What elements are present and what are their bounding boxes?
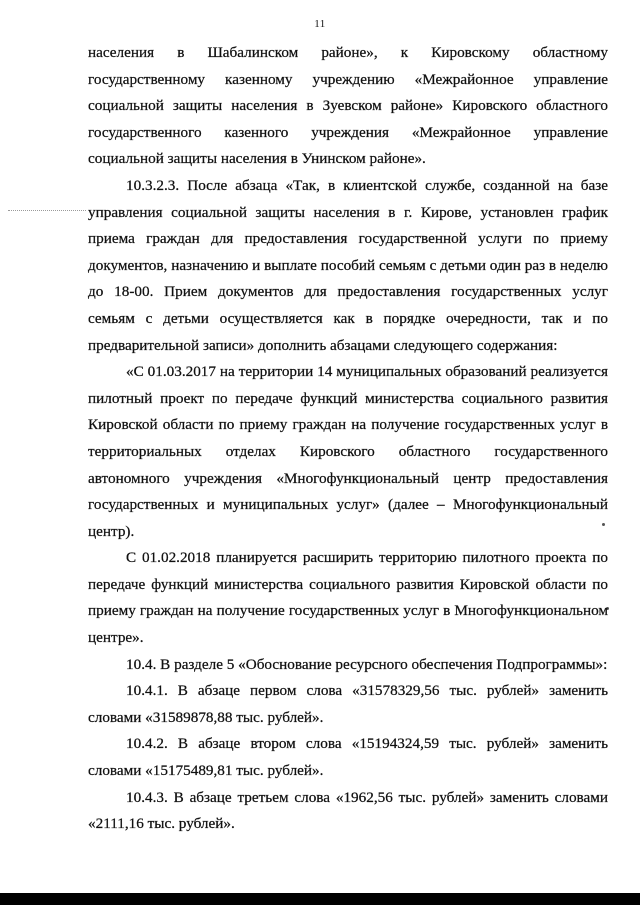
page-number: 11 [314, 18, 326, 30]
paragraph-quote-expansion: С 01.02.2018 планируется расширить территорию пилотного проекта по передаче функций министерства социального развития Кировской области по приему граждан на получение государственных услуг в Многофункциональном центре». [88, 549, 608, 647]
paragraph-10-4: 10.4. В разделе 5 «Обоснование ресурсного обеспечения Подпрограммы»: [126, 655, 608, 673]
paragraph-10-4-1: 10.4.1. В абзаце первом слова «31578329,56 тыс. рублей» заменить словами «31589878,88 тыс. рублей». [88, 682, 608, 726]
document-body [88, 40, 608, 838]
scan-bottom-edge [0, 893, 640, 905]
paragraph-10-4-2: 10.4.2. В абзаце втором слова «15194324,59 тыс. рублей» заменить словами «15175489,81 тыс. рублей». [88, 735, 608, 780]
paragraph-continuation: населения в Шабалинском районе», к Кировскому областному государственному казенному учреждению «Межрайонное управление социальной защиты населения в Зуевском районе» Кировского областного государственного казенного учреждения «Межрайонное управление социальной защиты населения в Унинском районе». [88, 44, 608, 168]
scan-artifact-dots [8, 210, 86, 215]
paragraph-quote-pilot-project: «С 01.03.2017 на территории 14 муниципальных образований реализуется пилотный проект по передаче функций министерства социального развития Кировской области по приему граждан на получение государственных услуг в территориальных отделах Кировского областного государственного автономного учреждения «Многофункциональный центр предоставления государственных и муниципальных услуг» (далее – Многофункциональный центр). [88, 363, 608, 540]
paragraph-10-3-2-3: 10.3.2.3. После абзаца «Так, в клиентской службе, созданной на базе управления социальной защиты населения в г. Кирове, установлен график приема граждан для предоставления государственной услуги по приему документов, назначению и выплате пособий семьям с детьми один раз в неделю до 18-00. Прием документов для предоставления государственных услуг семьям с детьми осуществляется как в порядке очередности, так и по предварительной записи» дополнить абзацами следующего содержания: [88, 176, 608, 354]
paragraph-10-4-3: 10.4.3. В абзаце третьем слова «1962,56 тыс. рублей» заменить словами «2111,16 тыс. рублей». [88, 788, 608, 833]
